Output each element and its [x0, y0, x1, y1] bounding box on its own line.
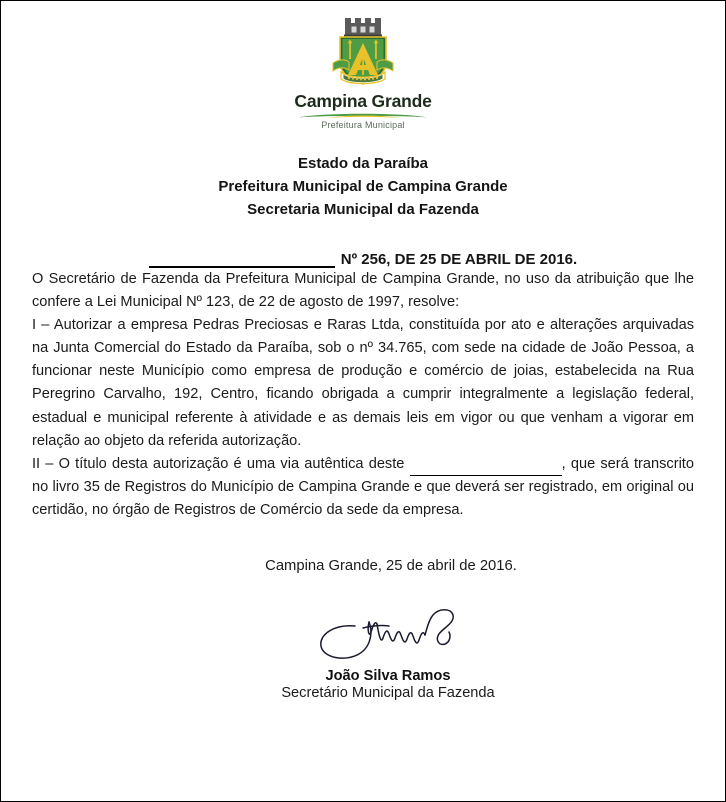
document-number-text: Nº 256, DE 25 DE ABRIL DE 2016.	[340, 251, 578, 269]
paragraph-item-2	[32, 453, 694, 522]
document-type-blank-field[interactable]	[149, 255, 335, 269]
signature-block	[32, 602, 694, 701]
heading-line-city-hall: Prefeitura Municipal de Campina Grande	[218, 177, 508, 195]
heading-line-state: Estado da Paraíba	[297, 154, 429, 172]
signatory-name: João Silva Ramos	[325, 667, 451, 684]
document-number-line	[1, 251, 725, 268]
paragraph-item-2-part-1: II – O título desta autorização é uma via autêntica deste	[32, 455, 410, 472]
logo-swoosh-icon	[297, 112, 429, 119]
place-and-date: Campina Grande, 25 de abril de 2016.	[265, 557, 517, 574]
signatory-role: Secretário Municipal da Fazenda	[281, 684, 495, 701]
letterhead-logo	[1, 1, 725, 130]
logo-wordmark: Campina Grande	[294, 91, 432, 111]
campina-grande-coat-of-arms-icon	[315, 13, 411, 91]
paragraph-item-1: I – Autorizar a empresa Pedras Preciosas e Raras Ltda, constituída por ato e alterações arquivadas na Junta Comercial do Estado da Paraíba, sob o nº 34.765, com sede na cidade de João Pessoa, a funcionar neste Município como empresa de produção e comércio de joias, estabelecida na Rua Peregrino Carvalho, 192, Centro, ficando obrigada a cumprir integralmente a legislação federal, estadual e municipal referente à atividade e as demais leis em vigor ou que venham a vigorar em relação ao objeto da referida autorização.	[32, 317, 694, 449]
letterhead-heading	[1, 152, 725, 222]
paragraph-item-2-part-2: , que será transcrito no livro 35 de Registros do Município de Campina Grande e que deverá ser registrado, em original ou certidão, no órgão de Registros de Comércio da sede da empresa.	[32, 455, 694, 518]
document-body	[24, 268, 702, 701]
paragraph-preamble: O Secretário de Fazenda da Prefeitura Municipal de Campina Grande, no uso da atribuição que lhe confere a Lei Municipal Nº 123, de 22 de agosto de 1997, resolve:	[32, 271, 694, 311]
logo-subtitle: Prefeitura Municipal	[321, 119, 405, 130]
handwritten-signature-icon	[293, 602, 483, 666]
heading-line-department: Secretaria Municipal da Fazenda	[247, 201, 479, 218]
document-reference-blank-field[interactable]	[410, 463, 562, 475]
